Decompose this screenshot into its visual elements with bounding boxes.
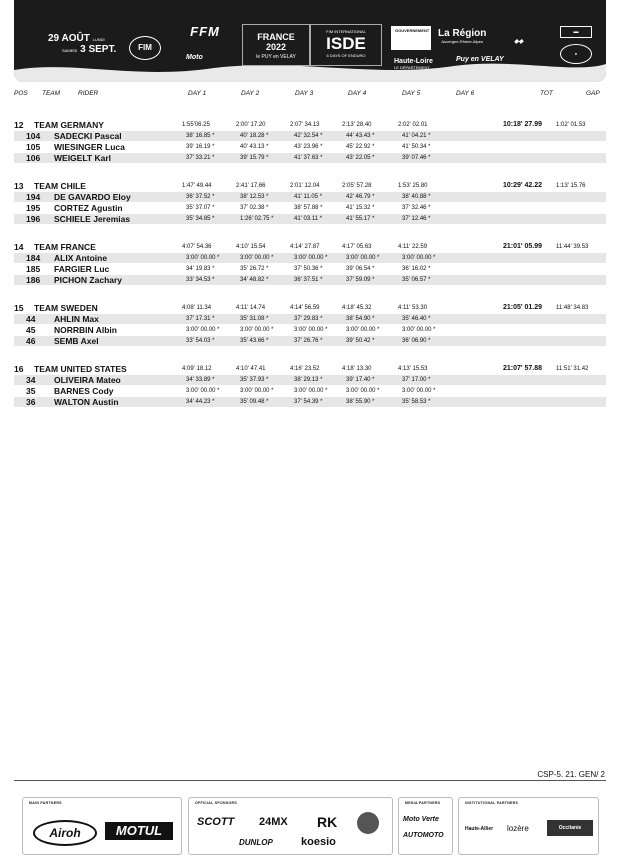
rider-number: 184 bbox=[26, 253, 41, 263]
rider-day-time: 38' 12.53 * bbox=[240, 194, 269, 200]
rider-name: SEMB Axel bbox=[54, 336, 99, 346]
rider-row bbox=[14, 314, 606, 324]
scott-logo: SCOTT bbox=[197, 816, 235, 828]
page-id: CSP-5. 21. GEN/ 2 bbox=[537, 770, 605, 779]
rider-day-time: 42' 32.54 * bbox=[294, 133, 323, 139]
team-day-time: 4:18' 13.30 bbox=[342, 366, 372, 372]
rider-day-time: 35' 26.72 * bbox=[240, 266, 269, 272]
rider-day-time: 35' 37.93 * bbox=[240, 377, 269, 383]
rider-day-time: 35' 46.40 * bbox=[402, 316, 431, 322]
official-sponsors-box bbox=[188, 797, 393, 855]
header-day5: DAY 5 bbox=[402, 90, 421, 97]
airoh-logo: Airoh bbox=[33, 820, 97, 846]
rider-day-time: 38' 54.90 * bbox=[346, 316, 375, 322]
rider-row bbox=[14, 203, 606, 213]
team-total: 21:01' 05.99 bbox=[503, 243, 543, 250]
rider-day-time: 3:00' 00.00 * bbox=[346, 327, 380, 333]
team-position: 16 bbox=[14, 364, 24, 374]
dunlop-logo: DUNLOP bbox=[239, 838, 273, 847]
rider-day-time: 40' 43.13 * bbox=[240, 144, 269, 150]
team-day-time: 4:17' 05.63 bbox=[342, 244, 372, 250]
rider-day-time: 3:00' 00.00 * bbox=[294, 388, 328, 394]
rider-day-time: 37' 33.21 * bbox=[186, 155, 215, 161]
institutional-partners-caption: INSTITUTIONAL PARTNERS bbox=[465, 801, 519, 805]
header-gap: GAP bbox=[586, 90, 600, 97]
rider-day-time: 35' 58.53 * bbox=[402, 399, 431, 405]
moto-verte-logo: Moto Verte bbox=[403, 816, 439, 823]
rider-row bbox=[14, 325, 606, 335]
rider-day-time: 39' 15.79 * bbox=[240, 155, 269, 161]
rider-row bbox=[14, 397, 606, 407]
rider-day-time: 40' 18.28 * bbox=[240, 133, 269, 139]
moto-logo: Moto bbox=[186, 54, 203, 61]
rider-day-time: 39' 07.46 * bbox=[402, 155, 431, 161]
team-position: 14 bbox=[14, 242, 24, 252]
rider-day-time: 35' 34.85 * bbox=[186, 216, 215, 222]
team-day-time: 1:47' 49.44 bbox=[182, 183, 212, 189]
rider-day-time: 34' 44.23 * bbox=[186, 399, 215, 405]
isde-logo: FIM INTERNATIONAL ISDE 6 DAYS OF ENDURO bbox=[310, 24, 382, 66]
rider-day-time: 33' 54.03 * bbox=[186, 338, 215, 344]
puy-en-velay-logo: Puy en VELAY bbox=[456, 56, 504, 63]
team-name: TEAM SWEDEN bbox=[34, 303, 98, 313]
rider-day-time: 41' 03.11 * bbox=[294, 216, 323, 222]
team-day-time: 4:08' 11.34 bbox=[182, 305, 212, 311]
rider-name: ALIX Antoine bbox=[54, 253, 108, 263]
rider-day-time: 37' 50.36 * bbox=[294, 266, 323, 272]
rider-day-time: 37' 59.09 * bbox=[346, 277, 375, 283]
team-position: 13 bbox=[14, 181, 24, 191]
rider-day-time: 42' 46.79 * bbox=[346, 194, 375, 200]
team-day-time: 4:07' 54.36 bbox=[182, 244, 212, 250]
rider-number: 104 bbox=[26, 131, 41, 141]
haute-loire-logo: Haute-Loire LE DÉPARTEMENT bbox=[394, 58, 433, 70]
rider-row bbox=[14, 214, 606, 224]
rider-day-time: 3:00' 00.00 * bbox=[402, 255, 436, 261]
rider-name: AHLIN Max bbox=[54, 314, 99, 324]
rider-row bbox=[14, 275, 606, 285]
rider-row bbox=[14, 253, 606, 263]
rk-logo: RK bbox=[317, 814, 338, 830]
rider-number: 194 bbox=[26, 192, 41, 202]
team-day-time: 4:10' 47.41 bbox=[236, 366, 266, 372]
rider-name: BARNES Cody bbox=[54, 386, 114, 396]
rider-day-time: 38' 55.90 * bbox=[346, 399, 375, 405]
rider-number: 44 bbox=[26, 314, 36, 324]
header-day1: DAY 1 bbox=[188, 90, 207, 97]
rider-number: 35 bbox=[26, 386, 36, 396]
team-day-time: 2:05' 57.28 bbox=[342, 183, 372, 189]
rider-name: CORTEZ Agustin bbox=[54, 203, 123, 213]
rider-day-time: 3:00' 00.00 * bbox=[294, 327, 328, 333]
header-pos: POS bbox=[14, 90, 28, 97]
event-dates: 29 AOÛT LUNDI SAMEDI 3 SEPT. bbox=[48, 33, 117, 55]
rider-row bbox=[14, 142, 606, 152]
team-name: TEAM GERMANY bbox=[34, 120, 104, 130]
rider-day-time: 35' 09.48 * bbox=[240, 399, 269, 405]
motul-logo: MOTUL bbox=[105, 822, 173, 840]
team-day-time: 2:02' 02.01 bbox=[398, 122, 428, 128]
rider-row bbox=[14, 131, 606, 141]
rider-day-time: 35' 31.08 * bbox=[240, 316, 269, 322]
team-total: 21:05' 01.29 bbox=[503, 304, 543, 311]
team-day-time: 4:16' 23.52 bbox=[290, 366, 320, 372]
rider-row bbox=[14, 386, 606, 396]
rider-day-time: 39' 50.42 * bbox=[346, 338, 375, 344]
rider-day-time: 37' 26.76 * bbox=[294, 338, 323, 344]
rider-number: 34 bbox=[26, 375, 36, 385]
rider-name: WEIGELT Karl bbox=[54, 153, 111, 163]
rider-number: 196 bbox=[26, 214, 41, 224]
rider-name: FARGIER Luc bbox=[54, 264, 110, 274]
rider-row bbox=[14, 153, 606, 163]
rider-name: OLIVEIRA Mateo bbox=[54, 375, 121, 385]
rider-day-time: 44' 43.43 * bbox=[346, 133, 375, 139]
rider-day-time: 41' 04.21 * bbox=[402, 133, 431, 139]
rider-name: PICHON Zachary bbox=[54, 275, 123, 285]
header-team: TEAM bbox=[42, 90, 61, 97]
rider-day-time: 37' 54.39 * bbox=[294, 399, 323, 405]
rider-day-time: 41' 55.17 * bbox=[346, 216, 375, 222]
header-tot: TOT bbox=[540, 90, 553, 97]
team-day-time: 2:41' 17.66 bbox=[236, 183, 266, 189]
rider-day-time: 3:00' 00.00 * bbox=[346, 388, 380, 394]
team-gap: 11:48' 34.83 bbox=[556, 305, 589, 311]
lozere-logo: lozère bbox=[507, 824, 529, 833]
rider-day-time: 38' 16.85 * bbox=[186, 133, 215, 139]
moto-club-logo: ● bbox=[560, 44, 592, 64]
rider-day-time: 3:00' 00.00 * bbox=[186, 388, 220, 394]
rider-day-time: 36' 37.52 * bbox=[186, 194, 215, 200]
team-gap: 11:44' 39.53 bbox=[556, 244, 589, 250]
rider-name: SADECKI Pascal bbox=[54, 131, 122, 141]
rider-name: NORRBIN Albin bbox=[54, 325, 117, 335]
team-name: TEAM CHILE bbox=[34, 181, 86, 191]
team-day-time: 4:09' 18.12 bbox=[182, 366, 212, 372]
team-total: 10:18' 27.99 bbox=[503, 121, 543, 128]
team-day-time: 2:01' 12.04 bbox=[290, 183, 320, 189]
team-day-time: 4:14' 27.87 bbox=[290, 244, 320, 250]
rider-day-time: 34' 48.82 * bbox=[240, 277, 269, 283]
team-day-time: 4:10' 15.54 bbox=[236, 244, 266, 250]
rider-day-time: 41' 37.63 * bbox=[294, 155, 323, 161]
rider-number: 36 bbox=[26, 397, 36, 407]
media-partners-box bbox=[398, 797, 453, 855]
team-name: TEAM UNITED STATES bbox=[34, 364, 127, 374]
rider-day-time: 3:00' 00.00 * bbox=[294, 255, 328, 261]
rider-day-time: 45' 22.92 * bbox=[346, 144, 375, 150]
rider-day-time: 1:26' 02.75 * bbox=[240, 216, 274, 222]
team-day-time: 2:00' 17.20 bbox=[236, 122, 266, 128]
rider-day-time: 34' 19.83 * bbox=[186, 266, 215, 272]
header-day6: DAY 6 bbox=[456, 90, 475, 97]
sponsor-logo: ▬ bbox=[560, 26, 592, 38]
rider-name: WIESINGER Luca bbox=[54, 142, 125, 152]
header-day2: DAY 2 bbox=[241, 90, 260, 97]
rider-day-time: 41' 11.05 * bbox=[294, 194, 323, 200]
team-day-time: 4:14' 56.59 bbox=[290, 305, 320, 311]
24mx-logo: 24MX bbox=[259, 816, 288, 828]
rider-day-time: 38' 57.88 * bbox=[294, 205, 323, 211]
team-day-time: 2:13' 28.40 bbox=[342, 122, 372, 128]
team-gap: 1:02' 01.53 bbox=[556, 122, 586, 128]
rider-day-time: 37' 02.38 * bbox=[240, 205, 269, 211]
rider-day-time: 36' 37.51 * bbox=[294, 277, 323, 283]
fim-logo: FIM bbox=[129, 36, 161, 60]
sponsor-logo: ◆◆ bbox=[514, 39, 524, 45]
rider-day-time: 37' 32.46 * bbox=[402, 205, 431, 211]
team-day-time: 4:11' 53.30 bbox=[398, 305, 428, 311]
rider-row bbox=[14, 336, 606, 346]
team-day-time: 4:11' 14.74 bbox=[236, 305, 266, 311]
rider-day-time: 37' 17.00 * bbox=[402, 377, 431, 383]
rider-day-time: 35' 43.66 * bbox=[240, 338, 269, 344]
header-rider: RIDER bbox=[78, 90, 99, 97]
rider-day-time: 38' 29.13 * bbox=[294, 377, 323, 383]
rider-day-time: 34' 33.89 * bbox=[186, 377, 215, 383]
occitanie-logo: Occitanie bbox=[547, 820, 593, 836]
rider-day-time: 37' 17.31 * bbox=[186, 316, 215, 322]
rider-day-time: 33' 34.53 * bbox=[186, 277, 215, 283]
rider-number: 195 bbox=[26, 203, 41, 213]
rider-day-time: 3:00' 00.00 * bbox=[346, 255, 380, 261]
team-total: 10:29' 42.22 bbox=[503, 182, 543, 189]
rider-number: 185 bbox=[26, 264, 41, 274]
rider-row bbox=[14, 192, 606, 202]
team-day-time: 4:13' 15.53 bbox=[398, 366, 428, 372]
rider-day-time: 43' 23.96 * bbox=[294, 144, 323, 150]
rider-day-time: 3:00' 00.00 * bbox=[402, 327, 436, 333]
team-day-time: 1:55'06.25 bbox=[182, 122, 210, 128]
team-gap: 11:51' 31.42 bbox=[556, 366, 589, 372]
team-day-time: 2:07' 34.13 bbox=[290, 122, 320, 128]
rider-number: 46 bbox=[26, 336, 36, 346]
rider-day-time: 35' 06.57 * bbox=[402, 277, 431, 283]
team-name: TEAM FRANCE bbox=[34, 242, 96, 252]
official-sponsors-caption: OFFICIAL SPONSORS bbox=[195, 801, 237, 805]
institutional-partners-box bbox=[458, 797, 599, 855]
koesio-logo: koesio bbox=[301, 836, 336, 848]
header-day3: DAY 3 bbox=[295, 90, 314, 97]
rider-day-time: 43' 22.05 * bbox=[346, 155, 375, 161]
rider-number: 186 bbox=[26, 275, 41, 285]
rider-number: 105 bbox=[26, 142, 41, 152]
team-day-time: 4:18' 45.32 bbox=[342, 305, 372, 311]
rider-day-time: 3:00' 00.00 * bbox=[240, 255, 274, 261]
haute-allier-logo: Haute-Allier bbox=[465, 826, 494, 832]
rider-row bbox=[14, 264, 606, 274]
team-total: 21:07' 57.88 bbox=[503, 365, 543, 372]
rider-day-time: 39' 06.54 * bbox=[346, 266, 375, 272]
rider-day-time: 36' 16.02 * bbox=[402, 266, 431, 272]
france-2022-logo: FRANCE 2022 le PUY en VELAY bbox=[242, 24, 310, 66]
rider-day-time: 39' 17.40 * bbox=[346, 377, 375, 383]
rider-day-time: 39' 16.19 * bbox=[186, 144, 215, 150]
rider-name: DE GAVARDO Eloy bbox=[54, 192, 131, 202]
ffm-logo: FFM bbox=[190, 24, 220, 39]
gouvernement-logo: GOUVERNEMENT bbox=[391, 26, 431, 50]
rider-day-time: 41' 50.34 * bbox=[402, 144, 431, 150]
team-position: 12 bbox=[14, 120, 24, 130]
rider-day-time: 3:00' 00.00 * bbox=[186, 255, 220, 261]
header-day4: DAY 4 bbox=[348, 90, 367, 97]
rider-day-time: 3:00' 00.00 * bbox=[240, 388, 274, 394]
media-partners-caption: MEDIA PARTNERS bbox=[405, 801, 441, 805]
rider-day-time: 37' 12.46 * bbox=[402, 216, 431, 222]
main-partners-box bbox=[22, 797, 182, 855]
rider-day-time: 38' 40.88 * bbox=[402, 194, 431, 200]
rider-day-time: 3:00' 00.00 * bbox=[186, 327, 220, 333]
rider-row bbox=[14, 375, 606, 385]
team-position: 15 bbox=[14, 303, 24, 313]
rider-name: SCHIELE Jeremias bbox=[54, 214, 131, 224]
automoto-logo: AUTOMOTO bbox=[403, 832, 444, 839]
rider-day-time: 41' 15.32 * bbox=[346, 205, 375, 211]
rider-day-time: 3:00' 00.00 * bbox=[402, 388, 436, 394]
rider-day-time: 3:00' 00.00 * bbox=[240, 327, 274, 333]
footer-divider bbox=[14, 780, 606, 781]
main-partners-caption: MAIN PARTNERS bbox=[29, 801, 62, 805]
team-day-time: 4:11' 22.59 bbox=[398, 244, 428, 250]
rider-name: WALTON Austin bbox=[54, 397, 119, 407]
rider-day-time: 36' 06.90 * bbox=[402, 338, 431, 344]
region-logo: La Région Auvergne-Rhône-Alpes bbox=[438, 28, 487, 44]
rider-day-time: 35' 37.07 * bbox=[186, 205, 215, 211]
sponsor-round-logo bbox=[357, 812, 379, 834]
team-day-time: 1:53' 25.80 bbox=[398, 183, 428, 189]
rider-day-time: 37' 29.83 * bbox=[294, 316, 323, 322]
team-gap: 1:13' 15.76 bbox=[556, 183, 586, 189]
rider-number: 106 bbox=[26, 153, 41, 163]
rider-number: 45 bbox=[26, 325, 36, 335]
event-banner bbox=[14, 0, 606, 82]
